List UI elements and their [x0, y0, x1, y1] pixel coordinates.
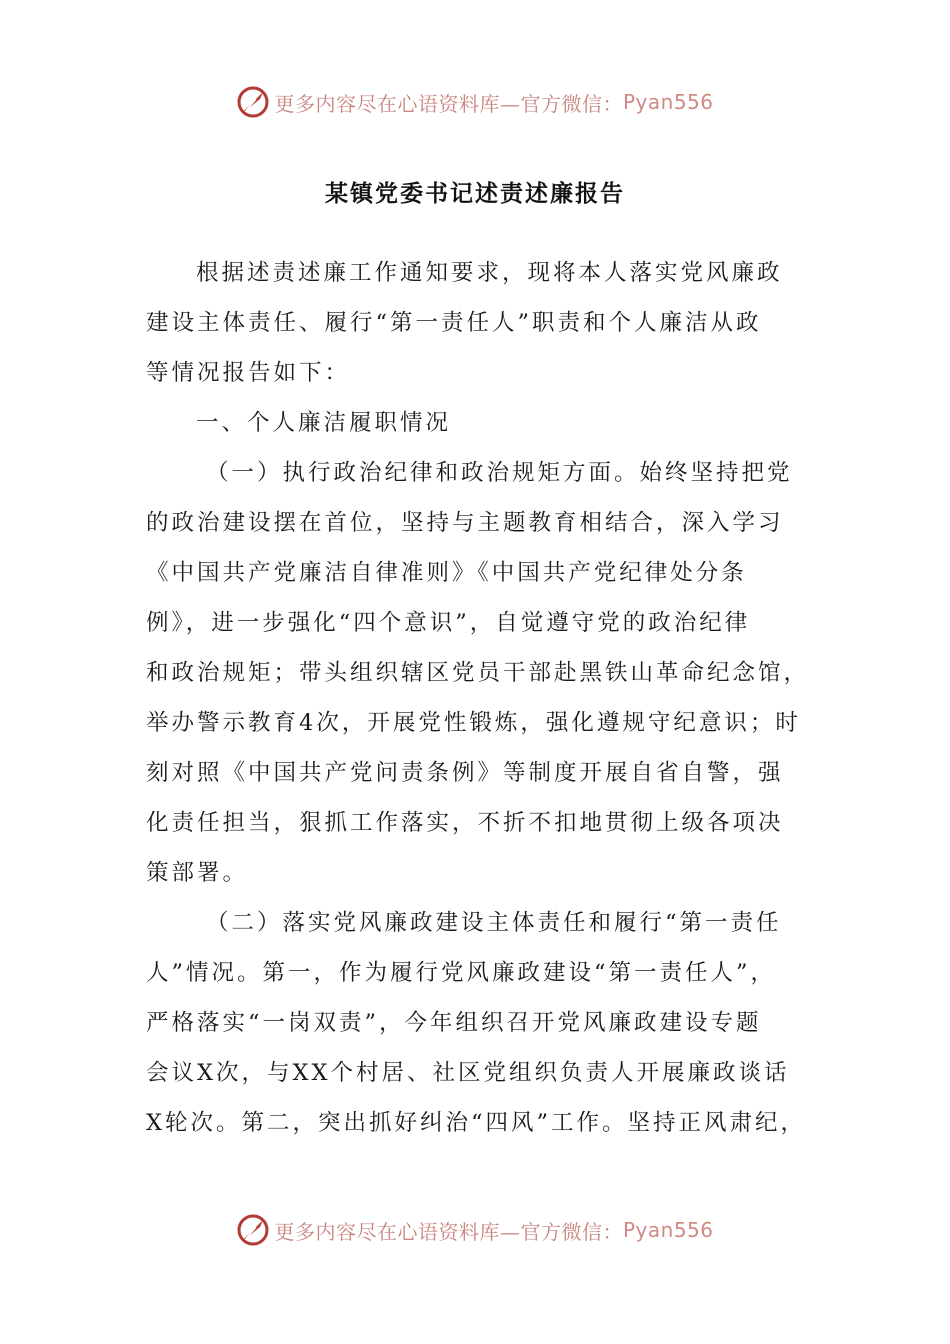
- paragraph-line: 建设主体责任、履行“第一责任人”职责和个人廉洁从政: [146, 310, 762, 336]
- paragraph-line: 策部署。: [146, 860, 249, 886]
- quill-logo-icon: [236, 85, 270, 119]
- paragraph-line: 和政治规矩；带头组织辖区党员干部赴黑铁山革命纪念馆，: [146, 660, 810, 686]
- document-body: [146, 248, 816, 1148]
- paragraph-line: 人”情况。第一，作为履行党风廉政建设“第一责任人”，: [146, 960, 777, 986]
- document-title: 某镇党委书记述责述廉报告: [325, 180, 625, 207]
- paragraph-line: 举办警示教育4次，开展党性锻炼，强化遵规守纪意识；时: [146, 710, 801, 736]
- quill-logo-icon: [236, 1213, 270, 1247]
- paragraph-line: 化责任担当，狠抓工作落实，不折不扣地贯彻上级各项决: [146, 810, 784, 836]
- paragraph-line: 等情况报告如下：: [146, 360, 351, 386]
- watermark-banner-top: [0, 82, 950, 122]
- paragraph-line: 刻对照《中国共产党问责条例》等制度开展自省自警，强: [146, 760, 784, 786]
- subsection-line: （一）执行政治纪律和政治规矩方面。始终坚持把党: [206, 460, 793, 486]
- watermark-banner-bottom: [0, 1210, 950, 1250]
- paragraph-line: X轮次。第二，突出抓好纠治“四风”工作。坚持正风肃纪，: [146, 1110, 807, 1136]
- paragraph-line: 的政治建设摆在首位，坚持与主题教育相结合，深入学习: [146, 510, 784, 536]
- section-heading: 一、个人廉洁履职情况: [196, 410, 452, 436]
- wechat-id: Pyan556: [622, 1218, 714, 1242]
- subsection-line: （二）落实党风廉政建设主体责任和履行“第一责任: [206, 910, 782, 936]
- watermark-text: 更多内容尽在心语资料库—官方微信：: [274, 91, 623, 116]
- watermark-text: 更多内容尽在心语资料库—官方微信：: [274, 1219, 623, 1244]
- paragraph-line: 会议X次，与XX个村居、社区党组织负责人开展廉政谈话: [146, 1060, 790, 1086]
- paragraph-line: 《中国共产党廉洁自律准则》《中国共产党纪律处分条: [146, 560, 747, 586]
- paragraph-line: 严格落实“一岗双责”，今年组织召开党风廉政建设专题: [146, 1010, 762, 1036]
- paragraph-line: 例》，进一步强化“四个意识”，自觉遵守党的政治纪律: [146, 610, 751, 636]
- wechat-id: Pyan556: [622, 90, 714, 114]
- paragraph-line: 根据述责述廉工作通知要求，现将本人落实党风廉政: [196, 260, 783, 286]
